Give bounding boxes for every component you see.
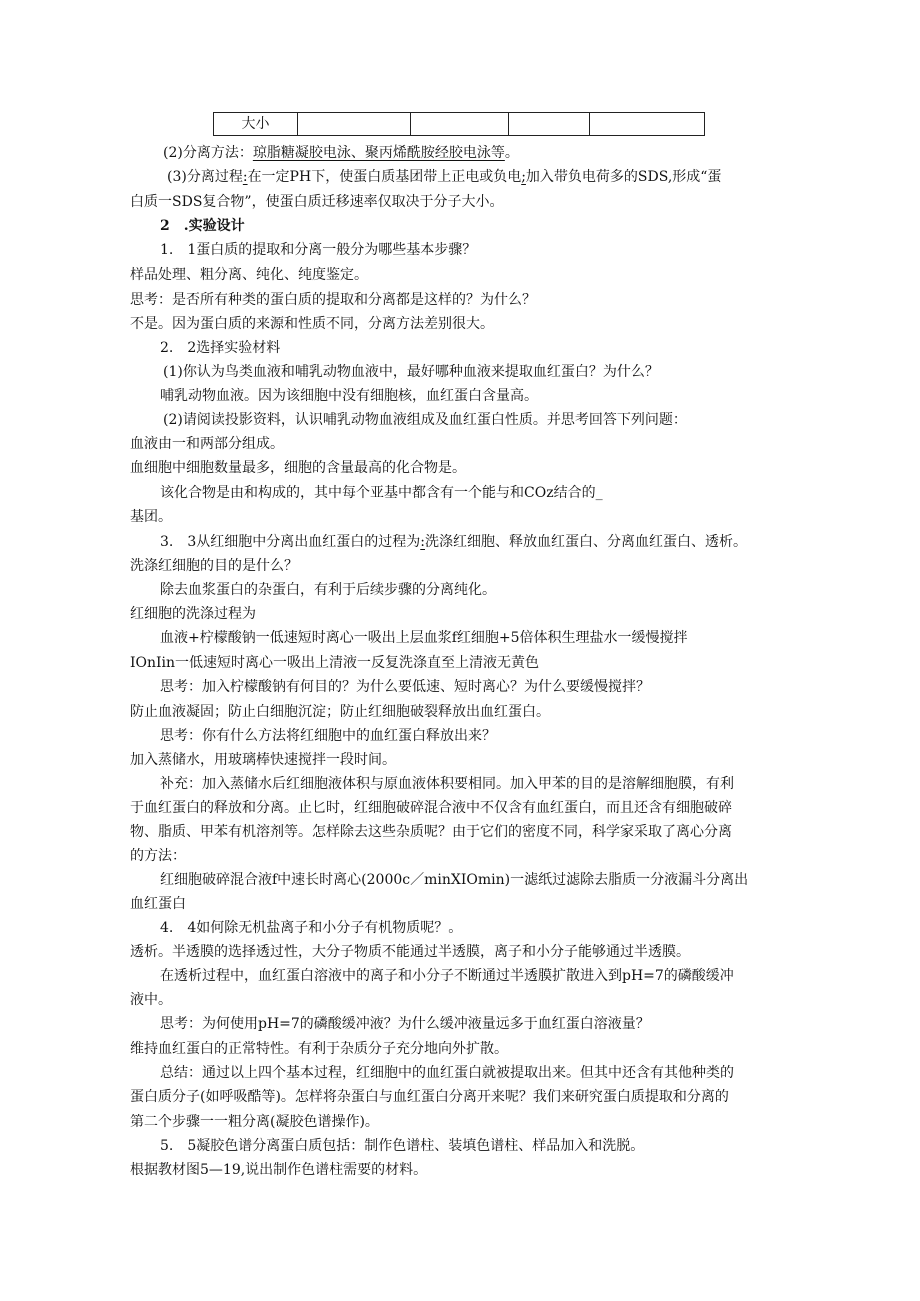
text-line bbox=[130, 653, 539, 673]
text-span: ; bbox=[521, 169, 526, 185]
text-line bbox=[130, 798, 732, 818]
text-span: (2)分离方法： bbox=[163, 145, 253, 161]
text-line bbox=[130, 1112, 379, 1132]
table-cell-label: 大小 bbox=[214, 113, 298, 136]
text-line bbox=[130, 290, 536, 310]
text-line bbox=[163, 410, 687, 430]
text-span: 加入带负电荷多的SDS,形成“蛋 bbox=[525, 169, 722, 185]
text-line bbox=[130, 265, 368, 285]
text-span: 4. 4如何除无机盐离子和小分子有机物质呢？。 bbox=[160, 920, 463, 936]
text-span: 琼脂糖凝胶电泳、聚丙烯酰胺经胶电泳等 bbox=[252, 145, 505, 161]
text-line bbox=[130, 314, 494, 334]
text-span: 加入蒸储水，用玻璃棒快速搅拌一段时间。 bbox=[130, 752, 396, 768]
text-line bbox=[130, 990, 172, 1010]
text-span: IOnIin一低速短时离心一吸出上清液一反复洗涤直至上清液无黄色 bbox=[130, 655, 540, 671]
text-line bbox=[130, 507, 172, 527]
text-line bbox=[167, 167, 721, 187]
text-span: 血红蛋白 bbox=[130, 896, 186, 912]
text-span: 白质一SDS复合物”，使蛋白质迁移速率仅取决于分子大小。 bbox=[130, 194, 504, 210]
text-line bbox=[160, 1136, 644, 1156]
text-span: 3. 3从红细胞中分离出血红蛋白的过程为 bbox=[160, 534, 421, 550]
text-line bbox=[130, 192, 504, 212]
text-span: 哺乳动物血液。因为该细胞中没有细胞核，血红蛋白含量高。 bbox=[160, 388, 538, 404]
text-line bbox=[130, 1160, 427, 1180]
text-line bbox=[160, 580, 496, 600]
text-line bbox=[130, 604, 256, 624]
text-line bbox=[160, 1063, 734, 1083]
text-span: 思考：是否所有种类的蛋白质的提取和分离都是这样的？为什么？ bbox=[130, 292, 536, 308]
text-line bbox=[160, 338, 280, 358]
text-span: 根据教材图5—19,说出制作色谱柱需要的材料。 bbox=[130, 1162, 428, 1178]
text-span: 洗涤红细胞的目的是什么？ bbox=[130, 558, 298, 574]
text-span: 总结：通过以上四个基本过程，红细胞中的血红蛋白就被提取出来。但其中还含有其他种类的 bbox=[160, 1065, 734, 1081]
table-row bbox=[214, 113, 705, 136]
text-line bbox=[160, 677, 650, 697]
text-line bbox=[130, 1087, 729, 1107]
text-line bbox=[130, 458, 466, 478]
table-cell bbox=[298, 113, 411, 136]
text-span: 补充：加入蒸储水后红细胞液体积与原血液体积要相同。加入甲苯的目的是溶解细胞膜，有利 bbox=[160, 776, 734, 792]
text-span: 液中。 bbox=[130, 992, 172, 1008]
text-line bbox=[160, 774, 734, 794]
text-span: 思考：为何使用pH=7的磷酸缓冲液？为什么缓冲液量远多于血红蛋白溶液量？ bbox=[160, 1016, 650, 1032]
text-line bbox=[130, 942, 690, 962]
text-line bbox=[130, 434, 284, 454]
text-line bbox=[130, 556, 298, 576]
text-span: (2)请阅读投影资料，认识哺乳动物血液组成及血红蛋白性质。并思考回答下列问题： bbox=[163, 412, 687, 428]
text-line bbox=[130, 894, 186, 914]
text-line bbox=[160, 918, 462, 938]
text-line bbox=[160, 726, 496, 746]
text-span: 血细胞中细胞数量最多，细胞的含量最高的化合物是。 bbox=[130, 460, 466, 476]
text-span: 的方法： bbox=[130, 848, 186, 864]
text-span: 蛋白质分子(如呼吸酷等)。怎样将杂蛋白与血红蛋白分离开来呢？我们来研究蛋白质提取和分离的 bbox=[130, 1089, 729, 1105]
text-line bbox=[130, 702, 550, 722]
text-line bbox=[160, 966, 734, 986]
text-span: 除去血浆蛋白的杂蛋白，有利于后续步骤的分离纯化。 bbox=[160, 582, 496, 598]
text-span: 1. 1蛋白质的提取和分离一般分为哪些基本步骤？ bbox=[160, 242, 477, 258]
text-span: 不是。因为蛋白质的来源和性质不同，分离方法差别很大。 bbox=[130, 316, 494, 332]
text-span: 该化合物是由和构成的，其中每个亚基中都含有一个能与和COz结合的_ bbox=[160, 485, 603, 501]
text-span: 红细胞的洗涤过程为 bbox=[130, 606, 256, 622]
text-span: 2 .实验设计 bbox=[160, 218, 245, 234]
text-line bbox=[130, 750, 396, 770]
text-line bbox=[160, 386, 538, 406]
text-line bbox=[163, 362, 659, 382]
text-span: 在一定PH下，使蛋白质基团带上正电或负电 bbox=[247, 169, 522, 185]
text-line bbox=[160, 870, 748, 890]
text-span: 5. 5凝胶色谱分离蛋白质包括：制作色谱柱、装填色谱柱、样品加入和洗脱。 bbox=[160, 1138, 645, 1154]
text-span: 血液+柠檬酸钠一低速短时离心一吸出上层血浆f红细胞+5倍体积生理盐水一缓慢搅拌 bbox=[160, 630, 688, 646]
text-span: 第二个步骤一一粗分离(凝胶色谱操作)。 bbox=[130, 1114, 379, 1130]
text-span: 在透析过程中，血红蛋白溶液中的离子和小分子不断通过半透膜扩散进入到pH=7的磷酸缓冲 bbox=[160, 968, 734, 984]
text-span: (3)分离过程 bbox=[167, 169, 243, 185]
text-span: : bbox=[242, 169, 248, 185]
text-span: 于血红蛋白的释放和分离。止匕时，红细胞破碎混合液中不仅含有血红蛋白，而且还含有细胞破碎 bbox=[130, 800, 732, 816]
text-span: 红细胞破碎混合液f中速长时离心(2000c／minXIOmin)一滤纸过滤除去脂质一分液漏斗分离出 bbox=[160, 872, 749, 888]
text-span: 物、脂质、甲苯有机溶剂等。怎样除去这些杂质呢？由于它们的密度不同，科学家采取了离心分离 bbox=[130, 824, 732, 840]
text-span: 思考：加入柠檬酸钠有何目的？为什么要低速、短时离心？为什么要缓慢搅拌？ bbox=[160, 679, 650, 695]
text-span: (1)你认为鸟类血液和哺乳动物血液中，最好哪种血液来提取血红蛋白？为什么？ bbox=[163, 364, 659, 380]
text-line bbox=[160, 483, 603, 503]
text-span: 样品处理、粗分离、纯化、纯度鉴定。 bbox=[130, 267, 368, 283]
table-cell bbox=[411, 113, 509, 136]
text-span: 透析。半透膜的选择透过性，大分子物质不能通过半透膜，离子和小分子能够通过半透膜。 bbox=[130, 944, 690, 960]
text-line bbox=[160, 240, 476, 260]
text-span: : bbox=[420, 534, 425, 550]
text-span: 思考：你有什么方法将红细胞中的血红蛋白释放出来？ bbox=[160, 728, 496, 744]
text-line bbox=[130, 1039, 508, 1059]
text-span: 防止血液凝固；防止白细胞沉淀；防止红细胞破裂释放出血红蛋白。 bbox=[130, 704, 550, 720]
text-span: 。 bbox=[504, 145, 519, 161]
text-line bbox=[130, 846, 186, 866]
text-span: 2. 2选择实验材料 bbox=[160, 340, 281, 356]
text-span: 洗涤红细胞、释放血红蛋白、分离血红蛋白、透析。 bbox=[424, 534, 747, 550]
text-line bbox=[163, 143, 519, 163]
text-line bbox=[160, 1014, 650, 1034]
text-line bbox=[160, 532, 747, 552]
text-line bbox=[160, 216, 245, 236]
text-span: 基团。 bbox=[130, 509, 172, 525]
text-line bbox=[160, 628, 688, 648]
table-cell bbox=[590, 113, 705, 136]
text-line bbox=[130, 822, 732, 842]
table-cell bbox=[509, 113, 590, 136]
size-row-table bbox=[213, 112, 705, 136]
text-span: 维持血红蛋白的正常特性。有利于杂质分子充分地向外扩散。 bbox=[130, 1041, 508, 1057]
text-span: 血液由一和两部分组成。 bbox=[130, 436, 284, 452]
